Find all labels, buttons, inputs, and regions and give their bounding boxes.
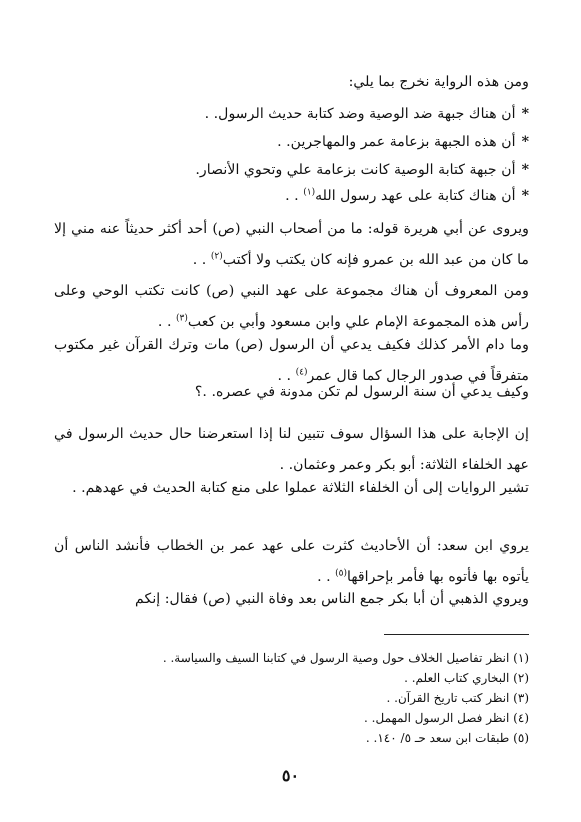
footnote-ref: (٤) [295,367,308,378]
bullet-marker: * [521,162,529,178]
bullet-marker: * [521,134,529,150]
paragraph: تشير الروايات إلى أن الخلفاء الثلاثة عملوا على منع كتابة الحديث في عهدهم. . [72,480,529,496]
bullet-marker: * [521,106,529,122]
ellipsis: . . [277,368,292,384]
paragraph [54,276,529,338]
paragraph: إن الإجابة على هذا السؤال سوف تتبين لنا إذا استعرضنا حال حديث الرسول في عهد الخلفاء الثلاثة: أبو بكر وعمر وعثمان. . [54,426,529,473]
paragraph-text: وما دام الأمر كذلك فكيف يدعي أن الرسول (ص) مات وترك القرآن غير مكتوب متفرقاً في صدور الرجال كما قال عمر [54,337,529,384]
footnote-ref: (٥) [335,568,348,579]
ellipsis: . . [317,569,331,585]
bullet-item [205,99,529,130]
bullet-item [285,181,529,212]
bullet-text: أن هناك جبهة ضد الوصية وضد كتابة حديث الرسول. . [204,106,516,122]
bullet-text: أن هناك كتابة على عهد رسول الله [315,188,516,204]
footnote-ref: (٣) [175,313,188,324]
footnote-ref: (١) [303,187,316,198]
bullet-item [277,127,529,158]
bullet-marker: * [521,188,529,204]
paragraph [54,214,529,276]
paragraph-text: ويروى عن أبي هريرة قوله: ما من أصحاب النبي (ص) أحد أكثر حديثاً عنه مني إلا ما كان من عبد الله بن عمرو فإنه كان يكتب ولا أكتب [54,221,529,268]
paragraph-text: يروي ابن سعد: أن الأحاديث كثرت على عهد عمر بن الخطاب فأنشد الناس أن يأتوه بها فأتوه بها فأمر بإحراقها [54,538,529,585]
footnote-separator [384,634,529,635]
ellipsis: . . [192,252,207,268]
paragraph: وكيف يدعي أن سنة الرسول لم تكن مدونة في عصره. .؟ [194,384,529,400]
bullet-text: أن جبهة كتابة الوصية كانت بزعامة علي وتحوي الأنصار. [195,162,516,178]
ellipsis: . . [157,314,172,330]
intro-line: ومن هذه الرواية نخرج بما يلي: [348,74,529,90]
bullet-text: أن هذه الجبهة بزعامة عمر والمهاجرين. . [277,134,516,150]
ellipsis: . . [285,188,299,204]
paragraph: ويروي الذهبي أن أبا بكر جمع الناس بعد وفاة النبي (ص) فقال: إنكم [135,591,529,607]
paragraph-text: ومن المعروف أن هناك مجموعة على عهد النبي (ص) كانت تكتب الوحي وعلى رأس هذه المجموعة الإمام علي وابن مسعود وأبي بن كعب [54,283,529,330]
footnote: (٤) انظر فصل الرسول المهمل. . [364,711,529,725]
footnote: (٣) انظر كتب تاريخ القرآن. . [386,691,529,705]
page-number: ٥٠ [281,766,300,785]
footnote: (٢) البخاري كتاب العلم. . [404,671,529,685]
footnote: (٥) طبقات ابن سعد حـ ٥/ ١٤٠. . [365,731,529,745]
footnote: (١) انظر تفاصيل الخلاف حول وصية الرسول في كتابنا السيف والسياسة. . [162,651,529,665]
footnote-ref: (٢) [210,251,223,262]
